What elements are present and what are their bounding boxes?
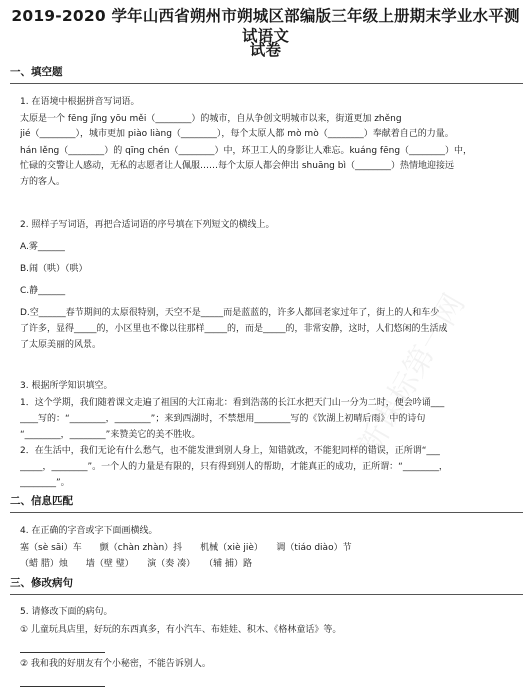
question-3-text-line: 2．在生活中，我们无论有什么愁气，也不能发泄到别人身上，知错就改，不能犯同样的错误，正所谓“___ [20,446,440,456]
question-4-items-line: 塞（sè sāi）车 颤（chàn zhàn）抖 机械（xiè jiè） 调（tiáo diào）节 [20,543,352,553]
section-divider [10,83,523,84]
question-5-sentence-1: ① 儿童玩具店里，好玩的东西真多，有小汽车、布娃娃、积木、《格林童话》等。 [20,625,342,635]
question-4-items-line: （蜡 腊）烛 墙（壁 璧） 演（奏 凑） （辅 捕）路 [20,559,252,569]
question-2-option-b: B.闹（哄）（哄） [20,264,88,274]
question-2-option-c: C.静______ [20,286,66,296]
question-3-text-line: 1．这个学期，我们随着课文走遍了祖国的大江南北：看到浩荡的长江水把天门山一分为二时，便会吟诵___ [20,398,445,408]
question-3-text-line: ________”。 [20,478,70,488]
section-heading-matching: 二、信息匹配 [10,495,73,507]
question-4-stem: 4. 在正确的字音或字下面画横线。 [20,526,158,536]
section-divider [10,594,523,595]
question-3-text-line: _____，________”。一个人的力量是有限的，只有得到别人的帮助，才能真正的成功，正所谓：“________， [20,462,448,472]
question-3-text-line: ____写的：“________，________”；来到西湖时，不禁想用________写的《饮湖上初晴后雨》中的诗句 [20,414,426,424]
watermark: 新课标第一网 [351,288,473,462]
section-heading-sentence-correction: 三、修改病句 [10,577,73,589]
question-2-stem: 2. 照样子写词语，再把合适词语的序号填在下列短文的横线上。 [20,220,275,230]
question-2-passage-line: 了太原美丽的风景。 [20,340,102,350]
question-3-stem: 3. 根据所学知识填空。 [20,381,113,391]
question-2-passage-line: D.空______春节期间的太原很特别，天空不是_____而是蓝蓝的，许多人都回老家过年了，街上的人和车少 [20,308,440,318]
exam-title-line2: 试卷 [249,41,282,59]
question-3-text-line: “________，________”来赞美它的美不胜收。 [20,430,201,440]
question-2-option-a: A.雾______ [20,242,65,252]
section-heading-fill-in: 一、填空题 [10,66,63,78]
question-1-stem: 1. 在语境中根据拼音写词语。 [20,97,140,107]
section-divider [10,512,523,513]
exam-title-line1: 2019-2020 学年山西省朔州市朔城区部编版三年级上册期末学业水平测试语文 [11,7,520,45]
question-1-text-line: hán lěng（________）的 qīng chén（________）中，环卫工人的身影让人难忘。kuáng fēng（________）中， [20,146,473,156]
question-5-stem: 5. 请修改下面的病句。 [20,607,113,617]
question-1-text-line: jié（________），城市更加 piào liàng（________），每个太原人都 mò mò（________）奉献着自己的力量。 [20,129,454,139]
question-1-text-line: 太原是一个 fēng jǐng yōu měi（________）的城市，自从争创文明城市以来，街道更加 zhěng [20,114,402,124]
question-5-sentence-2: ② 我和我的好朋友有个小秘密，不能告诉别人。 [20,659,211,669]
question-1-text-line: 方的客人。 [20,177,66,187]
answer-line [20,652,105,653]
answer-line [20,686,105,687]
question-2-passage-line: 了许多，显得_____的，小区里也不像以往那样_____的，而是_____的，非常安静，这时，人们悠闲的生活成 [20,324,448,334]
question-1-text-line: 忙碌的交警让人感动，无私的志愿者让人佩服……每个太原人都会伸出 shuāng bì（________）热情地迎接远 [20,161,454,171]
